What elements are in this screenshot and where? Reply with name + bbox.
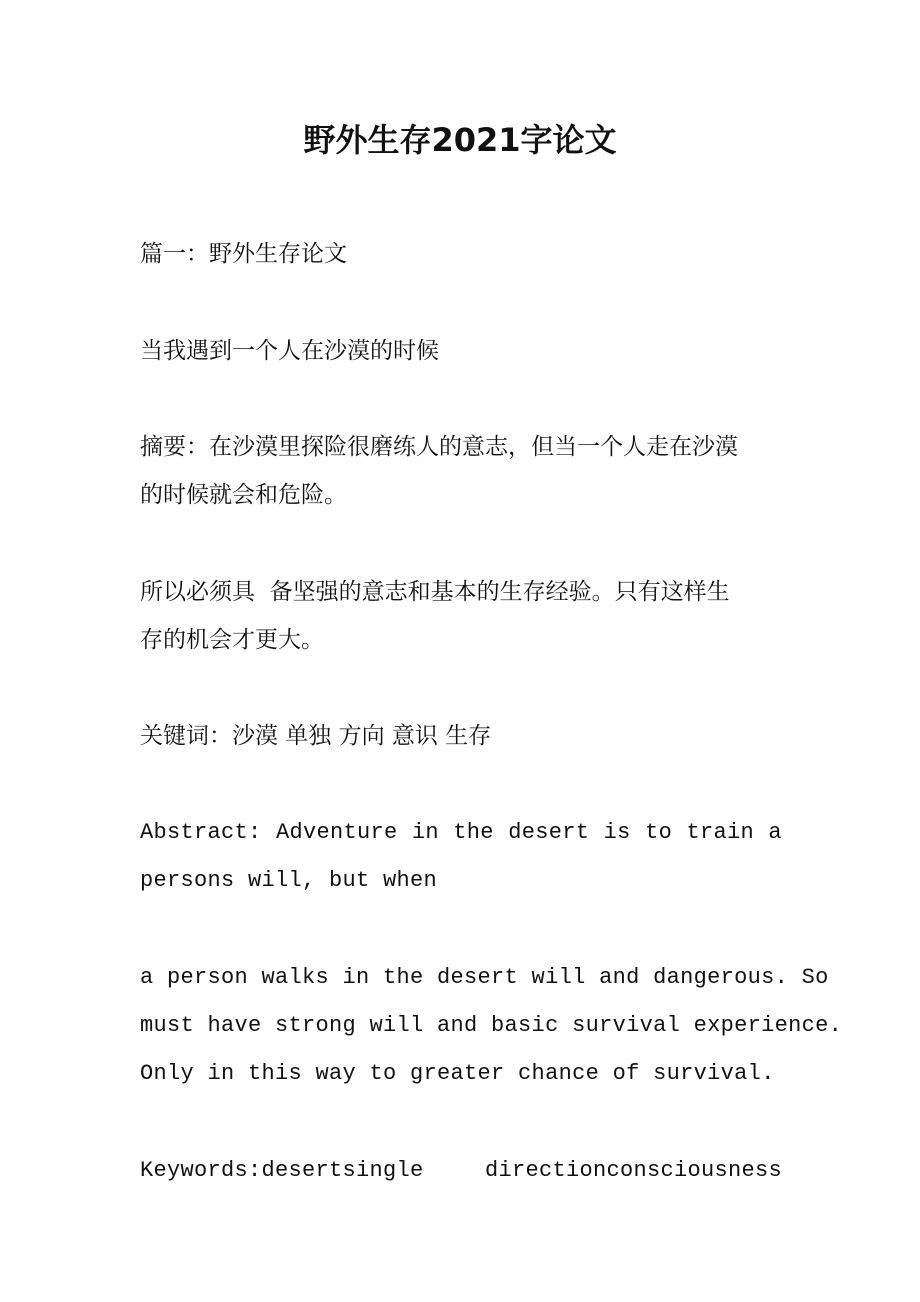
abstract-en-word: in bbox=[411, 820, 439, 845]
document-title: 野外生存2021字论文 bbox=[303, 121, 617, 159]
section-heading: 篇一：野外生存论文 bbox=[140, 241, 347, 267]
paragraph-cn-line-1: 所以必须具 备坚强的意志和基本的生存经验。只有这样生 bbox=[140, 579, 730, 605]
paragraph-en-line-3: Only in this way to greater chance of survival. bbox=[140, 1061, 775, 1086]
keywords-en-left: Keywords:desertsingle bbox=[140, 1158, 424, 1183]
abstract-en-word: is bbox=[603, 820, 631, 845]
abstract-en-word: Adventure bbox=[275, 820, 398, 845]
article-subtitle: 当我遇到一个人在沙漠的时候 bbox=[140, 338, 439, 364]
abstract-en-word: desert bbox=[508, 820, 590, 845]
keywords-en bbox=[140, 1147, 782, 1195]
abstract-cn-line-1: 摘要：在沙漠里探险很磨练人的意志，但当一个人走在沙漠 bbox=[140, 434, 738, 460]
abstract-en-line-1 bbox=[140, 809, 782, 857]
abstract-cn-line-2: 的时候就会和危险。 bbox=[140, 482, 347, 508]
abstract-en-word: to bbox=[645, 820, 673, 845]
keywords-cn: 关键词：沙漠 单独 方向 意识 生存 bbox=[140, 723, 492, 749]
abstract-en-word: train bbox=[686, 820, 754, 845]
abstract-en-word: a bbox=[768, 820, 782, 845]
abstract-en-line-2: persons will, but when bbox=[140, 868, 438, 893]
abstract-en-word: Abstract: bbox=[140, 820, 262, 845]
paragraph-en-line-2: must have strong will and basic survival experience. bbox=[140, 1013, 843, 1038]
abstract-en-word: the bbox=[453, 820, 494, 845]
keywords-en-right: directionconsciousness bbox=[484, 1158, 782, 1183]
paragraph-cn-line-2: 存的机会才更大。 bbox=[140, 627, 324, 653]
paragraph-en-line-1: a person walks in the desert will and dangerous. So bbox=[140, 965, 829, 990]
